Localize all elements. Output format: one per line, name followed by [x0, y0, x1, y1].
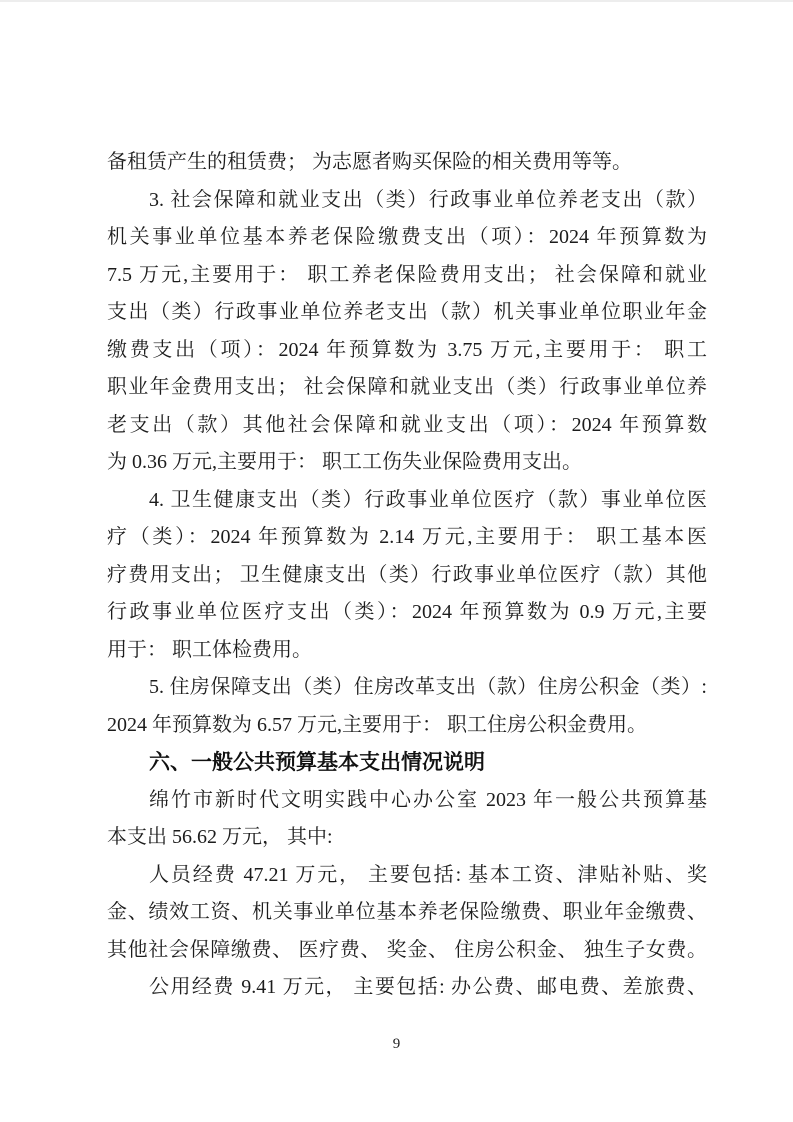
text-line: 其他社会保障缴费、 医疗费、 奖金、 住房公积金、 独生子女费。: [107, 938, 707, 961]
text-line: 7.5 万元,主要用于： 职工养老保险费用支出； 社会保障和就业: [107, 263, 707, 286]
page-number: 9: [392, 1036, 401, 1052]
text-line: 用于： 职工体检费用。: [107, 638, 312, 661]
text-line: 2024 年预算数为 6.57 万元,主要用于： 职工住房公积金费用。: [107, 713, 647, 736]
text-line: 机关事业单位基本养老保险缴费支出（项）：2024 年预算数为: [107, 226, 707, 248]
body-text: [107, 144, 707, 1007]
section-heading: 六、一般公共预算基本支出情况说明: [149, 751, 485, 774]
text-line: 疗（类）：2024 年预算数为 2.14 万元,主要用于： 职工基本医: [107, 526, 707, 548]
text-line: 绵竹市新时代文明实践中心办公室 2023 年一般公共预算基: [149, 788, 707, 811]
text-line: 备租赁产生的租赁费； 为志愿者购买保险的相关费用等等。: [107, 151, 632, 173]
text-line: 本支出 56.62 万元， 其中:: [107, 826, 333, 848]
text-line: 人员经费 47.21 万元， 主要包括: 基本工资、津贴补贴、奖: [149, 863, 707, 886]
text-line: 公用经费 9.41 万元， 主要包括: 办公费、邮电费、差旅费、: [149, 976, 707, 998]
text-line: 支出（类）行政事业单位养老支出（款）机关事业单位职业年金: [107, 301, 707, 323]
text-line: 缴费支出（项）：2024 年预算数为 3.75 万元,主要用于： 职工: [107, 338, 707, 361]
text-line: 疗费用支出； 卫生健康支出（类）行政事业单位医疗（款）其他: [107, 563, 707, 586]
text-line: 老支出（款）其他社会保障和就业支出（项）：2024 年预算数: [107, 413, 707, 436]
text-line: 行政事业单位医疗支出（类）：2024 年预算数为 0.9 万元,主要: [107, 601, 707, 623]
text-line: 金、绩效工资、机关事业单位基本养老保险缴费、职业年金缴费、: [107, 901, 707, 923]
text-line: 为 0.36 万元,主要用于： 职工工伤失业保险费用支出。: [107, 451, 582, 473]
text-line: 5. 住房保障支出（类）住房改革支出（款）住房公积金（类）:: [149, 676, 707, 698]
text-line: 4. 卫生健康支出（类）行政事业单位医疗（款）事业单位医: [149, 488, 707, 511]
text-line: 3. 社会保障和就业支出（类）行政事业单位养老支出（款）: [149, 188, 707, 211]
text-line: 职业年金费用支出； 社会保障和就业支出（类）行政事业单位养: [107, 376, 707, 398]
